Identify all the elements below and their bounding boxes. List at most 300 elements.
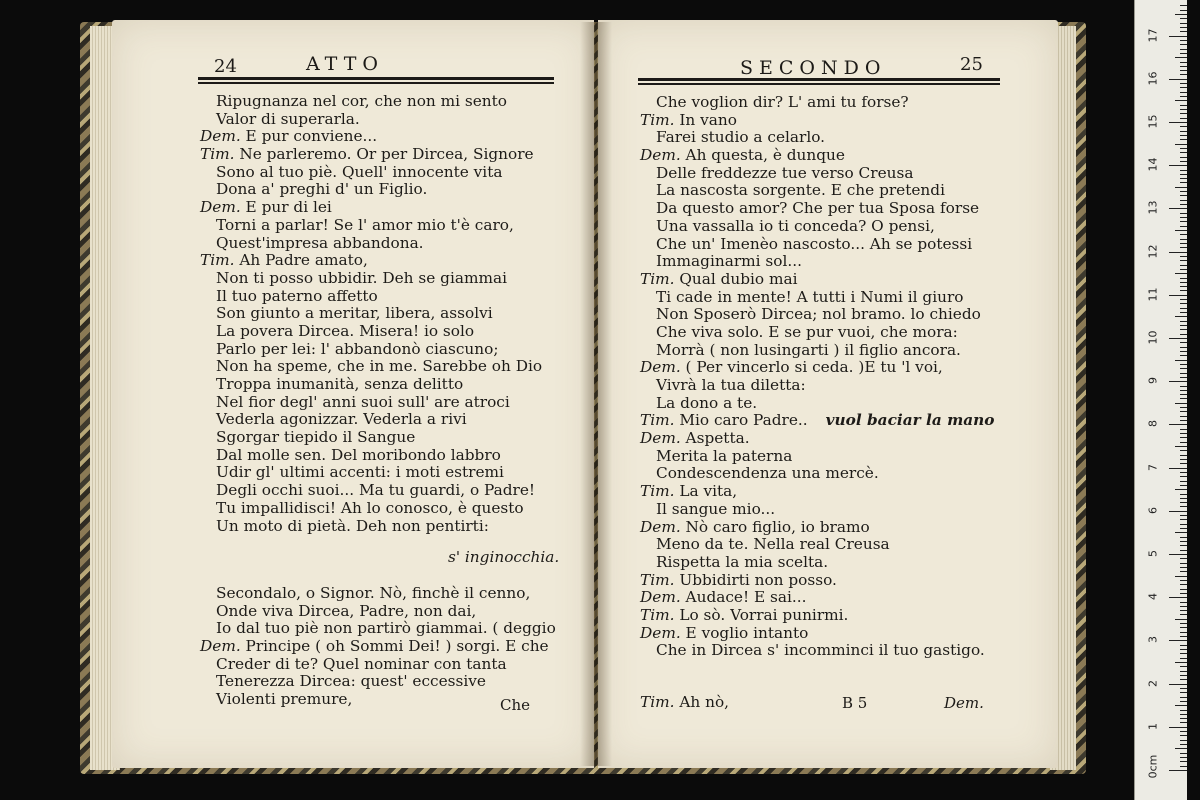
ruler-tick [1180, 191, 1187, 192]
line-text: Non ha speme, che in me. Sarebbe oh Dio [216, 357, 543, 376]
ruler-tick [1180, 416, 1187, 417]
book-gutter [580, 22, 612, 766]
ruler-number: 4 [1146, 593, 1160, 601]
line-text: Non ti posso ubbidir. Deh se giammai [216, 268, 507, 287]
ruler-tick [1180, 217, 1187, 218]
text-line [200, 323, 542, 341]
ruler-tick [1180, 364, 1187, 365]
line-text: Una vassalla io ti conceda? O pensi, [656, 216, 935, 235]
ruler-tick [1175, 187, 1187, 188]
ruler-tick [1169, 684, 1187, 685]
text-line [640, 218, 995, 236]
ruler-tick [1180, 226, 1187, 227]
ruler-tick [1180, 49, 1187, 50]
line-text: Degli occhi suoi... Ma tu guardi, o Padre! [216, 481, 536, 500]
ruler-tick [1180, 286, 1187, 287]
ruler-tick [1180, 152, 1187, 153]
speaker-name: Dem. [640, 517, 681, 536]
ruler-tick [1180, 697, 1187, 698]
ruler-tick [1180, 70, 1187, 71]
ruler-tick [1180, 455, 1187, 456]
text-line [200, 199, 542, 217]
ruler-tick [1180, 498, 1187, 499]
text-line [200, 235, 542, 253]
ruler-tick [1180, 398, 1187, 399]
line-text: La povera Dircea. Misera! io solo [216, 321, 475, 340]
ruler-tick [1180, 757, 1187, 758]
ruler-tick [1180, 433, 1187, 434]
text-line [640, 94, 995, 112]
ruler-tick [1180, 589, 1187, 590]
text-line [640, 607, 995, 625]
ruler-tick [1180, 27, 1187, 28]
line-text: La vita, [674, 482, 738, 501]
text-line [640, 412, 995, 430]
ruler-tick [1180, 109, 1187, 110]
ruler-tick [1180, 66, 1187, 67]
ruler-tick [1180, 105, 1187, 106]
line-text: Non Sposerò Dircea; nol bramo. lo chiedo [656, 305, 981, 324]
ruler-tick [1180, 722, 1187, 723]
ruler-tick [1169, 511, 1187, 512]
stage-direction: s' inginocchia. [448, 548, 560, 566]
ruler-tick [1175, 532, 1187, 533]
ruler-tick [1180, 701, 1187, 702]
line-text: Valor di superarla. [216, 109, 360, 128]
ruler-tick [1180, 610, 1187, 611]
ruler-number: 13 [1146, 200, 1160, 215]
ruler-tick [1180, 368, 1187, 369]
text-line [200, 341, 542, 359]
line-text: Creder di te? Quel nominar con tanta [216, 654, 507, 673]
ruler-tick [1180, 221, 1187, 222]
text-line [200, 128, 542, 146]
ruler-number: 8 [1146, 420, 1160, 428]
speaker-name: Dem. [200, 198, 241, 217]
ruler-number: 10 [1146, 330, 1160, 345]
line-text: Che voglion dir? L' ami tu forse? [656, 93, 909, 111]
ruler-tick [1180, 53, 1187, 54]
line-text: La dono a te. [656, 393, 758, 412]
line-text: Condescendenza una mercè. [656, 464, 879, 483]
ruler-tick [1180, 342, 1187, 343]
ruler-number: 15 [1146, 114, 1160, 129]
line-text: Tenerezza Dircea: quest' eccessive [216, 672, 486, 691]
line-text: Troppa inumanità, senza delitto [216, 375, 464, 393]
ruler-tick [1180, 671, 1187, 672]
text-line [640, 519, 995, 537]
ruler-tick [1180, 290, 1187, 291]
line-text: Che viva solo. E se pur vuoi, che mora: [656, 322, 958, 341]
ruler-number: 12 [1146, 244, 1160, 259]
text-line [200, 181, 542, 199]
ruler-tick [1180, 494, 1187, 495]
ruler-tick [1169, 79, 1187, 80]
stage-direction: vuol baciar la mano [825, 411, 995, 430]
ruler-tick [1180, 632, 1187, 633]
ruler-tick [1180, 714, 1187, 715]
line-text: Mio caro Padre.. [674, 411, 808, 430]
speaker-name: Dem. [640, 146, 681, 165]
ruler-tick [1180, 571, 1187, 572]
line-text: Aspetta. [680, 429, 750, 448]
line-text: E pur conviene... [240, 127, 378, 146]
speaker-name: Tim. [640, 110, 675, 129]
ruler-tick [1180, 744, 1187, 745]
text-line [640, 236, 995, 254]
line-text: Ripugnanza nel cor, che non mi sento [216, 92, 507, 110]
text-line [640, 430, 995, 448]
ruler-tick [1180, 675, 1187, 676]
ruler-tick [1180, 761, 1187, 762]
running-head: ATTO [306, 53, 384, 75]
ruler-tick [1180, 118, 1187, 119]
ruler-tick [1180, 558, 1187, 559]
ruler-tick [1180, 299, 1187, 300]
text-line [640, 324, 995, 342]
ruler-tick [1180, 506, 1187, 507]
ruler-tick [1180, 463, 1187, 464]
line-text: In vano [674, 110, 737, 129]
ruler-tick [1180, 437, 1187, 438]
ruler-tick [1180, 182, 1187, 183]
left-page [112, 20, 594, 768]
speaker-name: Tim. [640, 605, 675, 624]
ruler-tick [1180, 347, 1187, 348]
text-line [640, 377, 995, 395]
ruler-tick [1180, 18, 1187, 19]
ruler-tick [1180, 269, 1187, 270]
ruler-tick [1180, 96, 1187, 97]
line-text: Io dal tuo piè non partirò giammai. ( deggio [216, 619, 556, 638]
line-text: Dona a' preghi d' un Figlio. [216, 180, 428, 199]
ruler-tick [1169, 208, 1187, 209]
ruler-tick [1175, 662, 1187, 663]
ruler-tick [1180, 278, 1187, 279]
ruler-tick [1180, 126, 1187, 127]
text-line [640, 642, 995, 660]
speaker-name: Dem. [200, 637, 241, 656]
line-text: Dal molle sen. Del moribondo labbro [216, 445, 501, 464]
text-line [640, 501, 995, 519]
line-text: Ne parleremo. Or per Dircea, Signore [234, 145, 534, 164]
ruler-tick [1175, 14, 1187, 15]
line-text: Che un' Imenèo nascosto... Ah se potessi [656, 234, 973, 253]
ruler-tick [1180, 429, 1187, 430]
speaker-name: Dem. [640, 358, 681, 377]
text-line [640, 182, 995, 200]
text-line [640, 289, 995, 307]
ruler-tick [1180, 161, 1187, 162]
ruler-tick [1169, 597, 1187, 598]
ruler-tick [1180, 584, 1187, 585]
text-line [200, 358, 542, 376]
ruler-number: 9 [1146, 377, 1160, 385]
text-line [200, 482, 542, 500]
ruler-tick [1180, 170, 1187, 171]
ruler-number: 7 [1146, 463, 1160, 471]
text-line [200, 217, 542, 235]
ruler-tick [1180, 87, 1187, 88]
text-line [200, 288, 542, 306]
ruler-tick [1169, 165, 1187, 166]
text-line [640, 536, 995, 554]
speaker-name: Dem. [200, 127, 241, 146]
ruler-tick [1180, 515, 1187, 516]
line-text: Tu impallidisci! Ah lo conosco, è questo [216, 498, 524, 517]
running-head: SECONDO [740, 57, 887, 79]
line-text: Son giunto a meritar, libera, assolvi [216, 304, 493, 323]
ruler-tick [1180, 178, 1187, 179]
ruler-tick [1180, 308, 1187, 309]
line-text: E voglio intanto [680, 623, 809, 642]
line-text: Audace! E sai... [680, 588, 807, 607]
last-line: Tim. Ah nò, [640, 693, 730, 711]
line-text: Farei studio a celarlo. [656, 128, 826, 147]
ruler-tick [1175, 619, 1187, 620]
ruler-tick [1180, 157, 1187, 158]
ruler-tick [1169, 295, 1187, 296]
line-text: Delle freddezze tue verso Creusa [656, 163, 914, 182]
line-text: Nel fior degl' anni suoi sull' are atroci [216, 392, 510, 411]
ruler-tick [1180, 260, 1187, 261]
line-text: Merita la paterna [656, 446, 793, 465]
line-text: Ah questa, è dunque [680, 146, 845, 165]
ruler-tick [1169, 727, 1187, 728]
ruler-tick [1175, 446, 1187, 447]
text-line [200, 164, 542, 182]
ruler-tick [1169, 338, 1187, 339]
line-text: Sgorgar tiepido il Sangue [216, 428, 416, 447]
measuring-ruler [1134, 0, 1187, 800]
ruler-tick [1180, 131, 1187, 132]
text-line [200, 93, 542, 111]
ruler-tick [1180, 519, 1187, 520]
ruler-tick [1180, 204, 1187, 205]
text-line [640, 112, 995, 130]
line-text: Immaginarmi sol... [656, 252, 802, 271]
ruler-tick [1180, 666, 1187, 667]
line-text: Torni a parlar! Se l' amor mio t'è caro, [216, 215, 514, 234]
ruler-tick [1180, 485, 1187, 486]
line-text: Ubbidirti non posso. [674, 570, 837, 589]
ruler-tick [1180, 524, 1187, 525]
text-line [200, 305, 542, 323]
ruler-tick [1180, 247, 1187, 248]
text-line [640, 306, 995, 324]
ruler-tick [1180, 40, 1187, 41]
text-line [200, 429, 542, 447]
line-text: ( Per vincerlo si ceda. )E tu 'l voi, [680, 358, 943, 377]
ruler-tick [1180, 420, 1187, 421]
signature-mark: B 5 [842, 694, 868, 712]
line-text: Udir gl' ultimi accenti: i moti estremi [216, 463, 504, 482]
ruler-number: 16 [1146, 71, 1160, 86]
ruler-tick [1180, 658, 1187, 659]
speaker-name: Tim. [640, 482, 675, 501]
speaker-name: Tim. [640, 411, 675, 430]
ruler-tick [1180, 407, 1187, 408]
ruler-tick [1180, 450, 1187, 451]
ruler-tick [1180, 148, 1187, 149]
ruler-tick [1175, 230, 1187, 231]
speaker-name: Dem. [640, 623, 681, 642]
ruler-tick [1180, 563, 1187, 564]
speaker-name: Tim. [640, 269, 675, 288]
line-text: Che in Dircea s' incomminci il tuo gastigo. [656, 641, 985, 660]
ruler-tick [1175, 403, 1187, 404]
text-line [640, 448, 995, 466]
ruler-tick [1169, 468, 1187, 469]
text-line [640, 572, 995, 590]
ruler-tick [1175, 144, 1187, 145]
right-text-block [640, 94, 995, 660]
ruler-tick [1180, 74, 1187, 75]
text-line [640, 483, 995, 501]
ruler-tick [1180, 593, 1187, 594]
ruler-tick [1180, 459, 1187, 460]
line-text: Morrà ( non lusingarti ) il figlio ancora. [656, 340, 961, 359]
ruler-tick [1175, 576, 1187, 577]
ruler-tick [1180, 606, 1187, 607]
ruler-tick [1180, 735, 1187, 736]
ruler-tick [1180, 200, 1187, 201]
ruler-tick [1180, 390, 1187, 391]
left-text-block [200, 93, 542, 535]
text-line [640, 465, 995, 483]
speaker-name: Dem. [640, 429, 681, 448]
text-line [640, 554, 995, 572]
line-text: Qual dubio mai [674, 269, 798, 288]
text-line [200, 585, 556, 603]
ruler-tick [1180, 256, 1187, 257]
ruler-tick [1180, 213, 1187, 214]
text-line [640, 342, 995, 360]
line-text: Rispetta la mia scelta. [656, 552, 829, 571]
text-line [200, 603, 556, 621]
ruler-tick [1180, 537, 1187, 538]
line-text: Sono al tuo piè. Quell' innocente vita [216, 162, 503, 181]
text-line [200, 270, 542, 288]
ruler-tick [1180, 627, 1187, 628]
text-line [200, 518, 542, 536]
ruler-tick [1180, 92, 1187, 93]
line-text: Quest'impresa abbandona. [216, 233, 424, 252]
ruler-tick [1175, 100, 1187, 101]
text-line [200, 252, 542, 270]
text-line [640, 165, 995, 183]
ruler-number: 6 [1146, 506, 1160, 514]
ruler-number: 11 [1146, 287, 1160, 302]
ruler-tick [1180, 653, 1187, 654]
text-line [200, 673, 556, 691]
text-line [200, 376, 542, 394]
ruler-tick [1169, 381, 1187, 382]
ruler-tick [1180, 351, 1187, 352]
ruler-tick [1169, 122, 1187, 123]
ruler-tick [1180, 373, 1187, 374]
header-rule [198, 77, 554, 84]
ruler-tick [1180, 31, 1187, 32]
text-line [640, 395, 995, 413]
ruler-tick [1180, 753, 1187, 754]
page-number: 25 [960, 54, 983, 75]
ruler-tick [1180, 325, 1187, 326]
ruler-tick [1180, 113, 1187, 114]
line-text: Vederla agonizzar. Vederla a rivi [216, 410, 467, 429]
ruler-tick [1175, 705, 1187, 706]
ruler-tick [1180, 62, 1187, 63]
text-line [640, 129, 995, 147]
ruler-number: 3 [1146, 636, 1160, 644]
line-text: Principe ( oh Sommi Dei! ) sorgi. E che [240, 637, 549, 656]
ruler-tick [1180, 386, 1187, 387]
ruler-tick [1180, 174, 1187, 175]
ruler-tick [1180, 442, 1187, 443]
text-line [200, 464, 542, 482]
text-line [200, 411, 542, 429]
ruler-tick [1180, 740, 1187, 741]
ruler-tick [1180, 614, 1187, 615]
line-text: Ah Padre amato, [234, 251, 368, 270]
line-text: Vivrà la tua diletta: [656, 376, 806, 394]
text-line [640, 625, 995, 643]
ruler-tick [1180, 44, 1187, 45]
ruler-tick [1180, 645, 1187, 646]
ruler-tick [1175, 360, 1187, 361]
ruler-tick [1180, 476, 1187, 477]
text-line [640, 589, 995, 607]
line-text: Nò caro figlio, io bramo [680, 517, 870, 536]
ruler-tick [1180, 731, 1187, 732]
ruler-tick [1175, 57, 1187, 58]
line-text: Ti cade in mente! A tutti i Numi il giuro [656, 287, 964, 306]
ruler-tick [1180, 679, 1187, 680]
ruler-number: 5 [1146, 550, 1160, 557]
ruler-tick [1180, 394, 1187, 395]
text-line [200, 146, 542, 164]
text-line [200, 638, 556, 656]
line-text: E pur di lei [240, 198, 332, 217]
ruler-tick [1169, 424, 1187, 425]
ruler-tick [1180, 472, 1187, 473]
text-line [200, 111, 542, 129]
line-text: Violenti premure, [216, 690, 353, 709]
ruler-tick [1175, 489, 1187, 490]
ruler-tick [1175, 748, 1187, 749]
text-line [200, 447, 542, 465]
ruler-tick [1175, 316, 1187, 317]
header-rule [638, 78, 1000, 85]
line-text: Secondalo, o Signor. Nò, finchè il cenno, [216, 584, 531, 602]
ruler-tick [1180, 481, 1187, 482]
ruler-tick [1169, 554, 1187, 555]
line-text: Onde viva Dircea, Padre, non dai, [216, 601, 477, 620]
right-page [598, 20, 1058, 768]
speaker-name: Tim. [640, 570, 675, 589]
ruler-tick [1180, 502, 1187, 503]
line-text: Lo sò. Vorrai punirmi. [674, 605, 849, 624]
page-number: 24 [214, 56, 237, 77]
ruler-tick [1169, 640, 1187, 641]
line-text: Da questo amor? Che per tua Sposa forse [656, 199, 980, 218]
text-line [640, 147, 995, 165]
ruler-tick [1180, 243, 1187, 244]
ruler-tick [1175, 273, 1187, 274]
text-line [640, 253, 995, 271]
left-text-block-2 [200, 585, 556, 709]
text-line [200, 620, 556, 638]
